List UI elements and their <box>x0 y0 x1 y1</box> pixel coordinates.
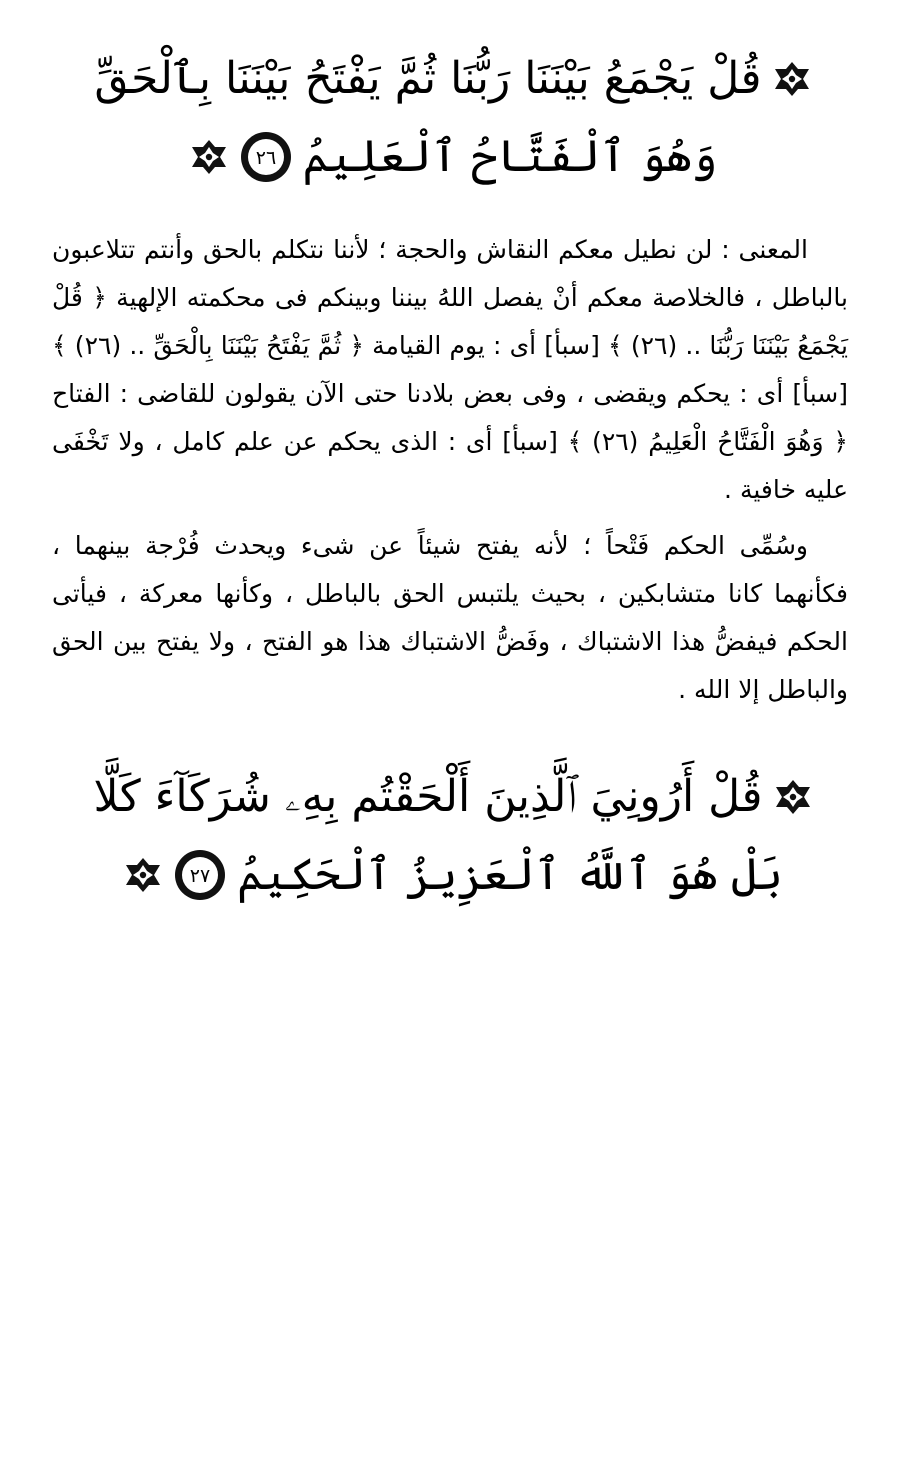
commentary-paragraph-2: وسُمِّى الحكم فَتْحاً ؛ لأنه يفتح شيئاً عن شىء ويحدث فُرْجة بينهما ، فكأنهما كانا متشابكين ، بحيث يلتبس الحق بالباطل ، وكأنها معركة ، فيأتى الحكم فيفضُّ هذا الاشتباك ، وفَضُّ الاشتباك هذا هو الفتح ، ولا يفتح بين الحق والباطل إلا الله . <box>52 531 848 704</box>
verse-27-block <box>60 758 846 914</box>
ayah-number-badge <box>173 848 227 902</box>
verse-26-line-2 <box>60 118 846 196</box>
ayah-number-26: ٢٦ <box>255 147 276 169</box>
ayah-number-27: ٢٧ <box>189 865 211 887</box>
verse-27-line-1 <box>60 758 846 836</box>
quran-bracket-close-icon <box>123 855 163 895</box>
verse-27-line-2 <box>60 836 846 914</box>
quran-bracket-open-icon <box>773 777 813 817</box>
verse-26-line-1 <box>60 40 846 118</box>
verse-26-text-1: قُلْ يَجْمَعُ بَيْنَنَا رَبُّنَا ثُمَّ يَفْتَحُ بَيْنَنَا بِٱلْحَقِّ <box>94 53 762 104</box>
commentary <box>52 226 848 714</box>
verse-27-text-2: بَلْ هُوَ ٱللَّهُ ٱلْعَزِيزُ ٱلْحَكِيمُ <box>237 849 783 900</box>
quran-bracket-open-icon <box>772 59 812 99</box>
ayah-number-badge <box>239 130 293 184</box>
quran-bracket-close-icon <box>189 137 229 177</box>
commentary-paragraph-1: المعنى : لن نطيل معكم النقاش والحجة ؛ لأننا نتكلم بالحق وأنتم تتلاعبون بالباطل ، فالخلاصة معكم أنْ يفصل اللهُ بيننا وبينكم فى محكمته الإلهية ﴿ قُلْ يَجْمَعُ بَيْنَنَا رَبُّنَا .. (٢٦) ﴾ [سبأ] أى : يوم القيامة ﴿ ثُمَّ يَفْتَحُ بَيْنَنَا بِالْحَقِّ .. (٢٦) ﴾ [سبأ] أى : يحكم ويقضى ، وفى بعض بلادنا حتى الآن يقولون للقاضى : الفتاح ﴿ وَهُوَ الْفَتَّاحُ الْعَلِيمُ (٢٦) ﴾ [سبأ] أى : الذى يحكم عن علم كامل ، ولا تَخْفَى عليه خافية . <box>52 235 849 504</box>
verse-26-text-2: وَهُوَ ٱلْفَتَّاحُ ٱلْعَلِيمُ <box>302 131 718 182</box>
verse-27-text-1: قُلْ أَرُونِيَ ٱلَّذِينَ أَلْحَقْتُم بِهِۦ شُرَكَآءَ كَلَّا <box>93 771 763 822</box>
verse-26-block <box>60 40 846 196</box>
